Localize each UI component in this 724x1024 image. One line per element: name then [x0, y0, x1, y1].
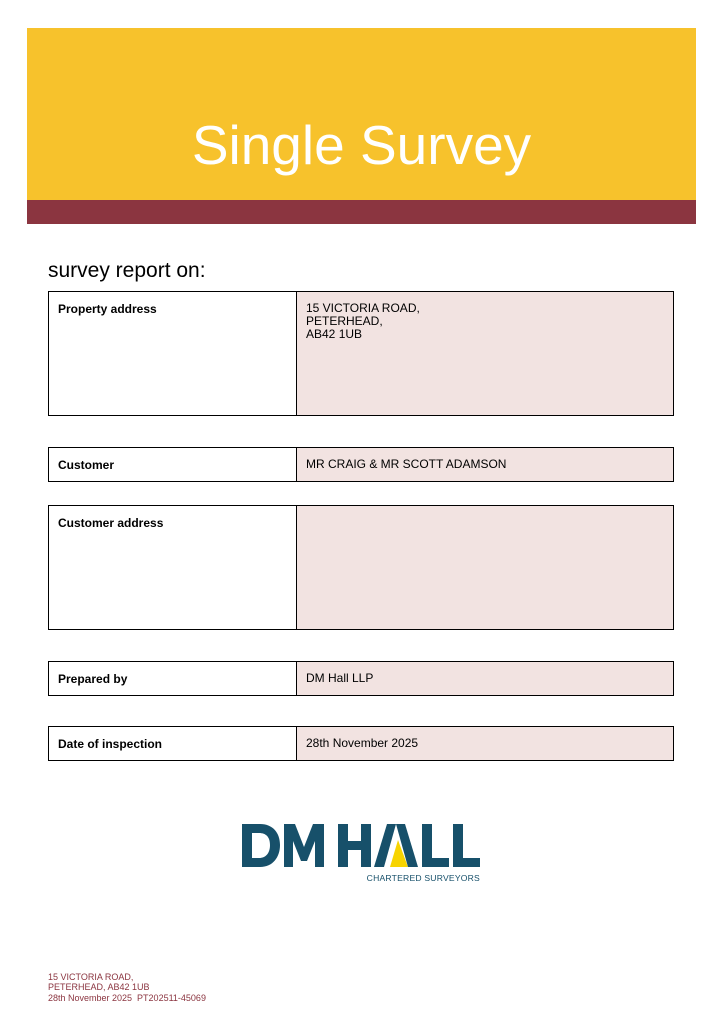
- property-address-box: [48, 291, 674, 416]
- header-stripe: [27, 200, 696, 224]
- customer-box: [48, 447, 674, 482]
- customer-address-label: Customer address: [49, 506, 297, 629]
- page-footer: [48, 972, 206, 1003]
- report-subtitle: survey report on:: [48, 259, 206, 282]
- logo-tagline: CHARTERED SURVEYORS: [366, 873, 480, 883]
- footer-address-line-2: PETERHEAD, AB42 1UB: [48, 982, 150, 993]
- customer-label: Customer: [49, 448, 297, 481]
- footer-address-line-1: 15 VICTORIA ROAD,: [48, 972, 134, 982]
- prepared-by-box: [48, 661, 674, 696]
- dm-hall-logo: [240, 822, 485, 884]
- header-banner: [27, 28, 696, 200]
- page-title: Single Survey: [191, 114, 532, 176]
- date-of-inspection-value: 28th November 2025: [297, 727, 673, 760]
- customer-address-box: [48, 505, 674, 630]
- prepared-by-label: Prepared by: [49, 662, 297, 695]
- property-address-value: 15 VICTORIA ROAD, PETERHEAD, AB42 1UB: [297, 292, 673, 415]
- date-of-inspection-label: Date of inspection: [49, 727, 297, 760]
- prepared-by-value: DM Hall LLP: [297, 662, 673, 695]
- property-address-label: Property address: [49, 292, 297, 415]
- date-of-inspection-box: [48, 726, 674, 761]
- customer-value: MR CRAIG & MR SCOTT ADAMSON: [297, 448, 673, 481]
- footer-date-reference: 28th November 2025 PT202511-45069: [48, 992, 206, 1003]
- customer-address-value: [297, 506, 673, 629]
